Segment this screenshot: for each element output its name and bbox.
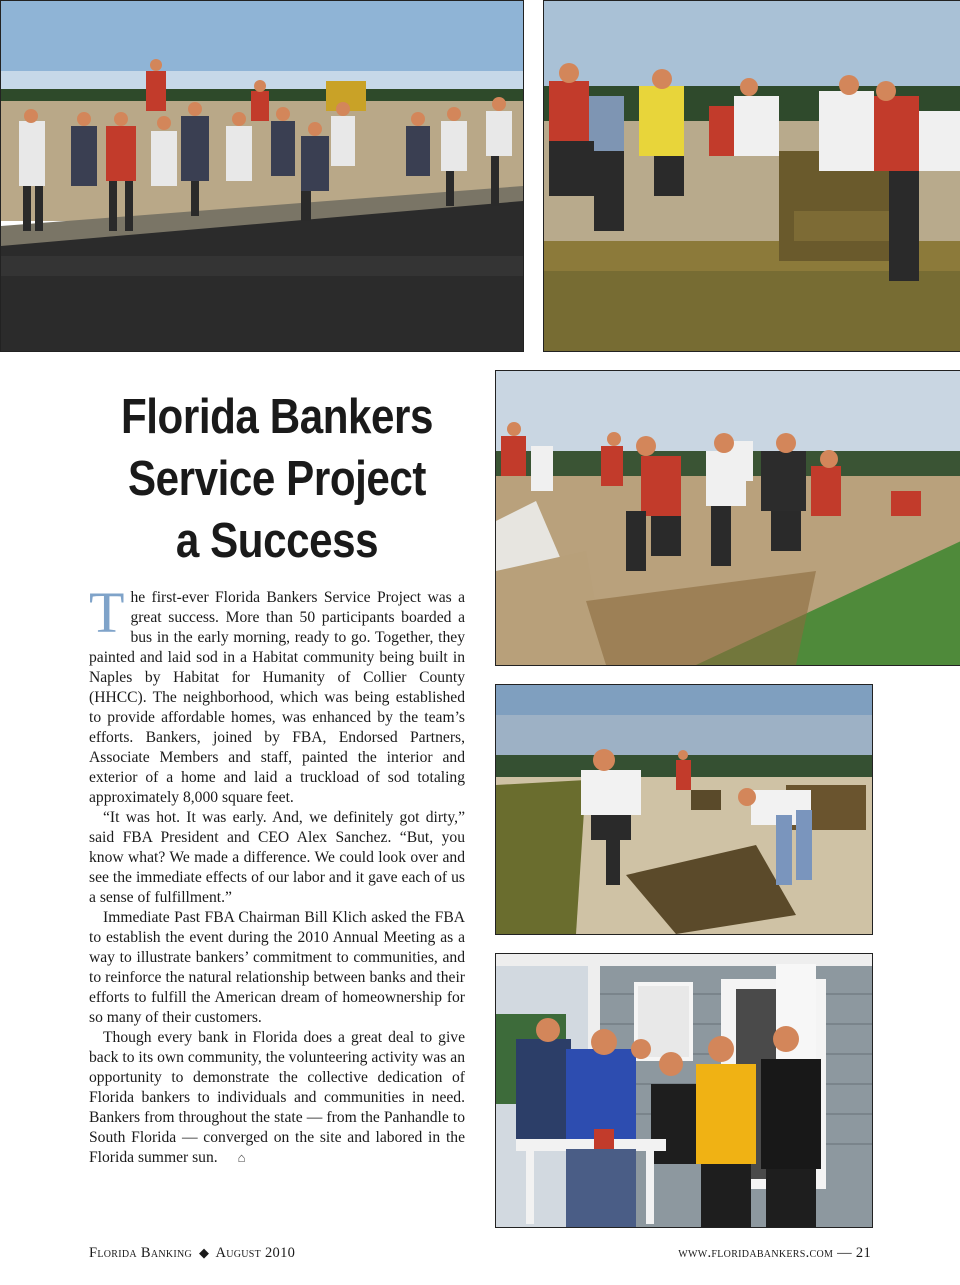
headline-line-3: a Success xyxy=(175,514,379,568)
turf-removal-photo xyxy=(495,370,960,666)
page-number: — 21 xyxy=(837,1245,871,1261)
diamond-separator-icon: ◆ xyxy=(199,1245,210,1260)
article-body xyxy=(89,580,465,1168)
paragraph-1-text: he first-ever Florida Bankers Service Project was a great success. More than 50 participants boarded a bus in the early morning, ready to go. Together, they painted and laid sod in a Habitat community being built in Naples by Habitat for Humanity of Collier County (HHCC). The neighborhood, which was being established to provide affordable homes, was enhanced by the team’s efforts. Bankers, joined by FBA, Endorsed Partners, Associate Members and staff, painted the interior and exterior of a home and laid a truckload of sod totaling approximately 8,000 square feet. xyxy=(89,589,465,806)
article-paragraph-1 xyxy=(89,580,465,808)
sod-laying-photo xyxy=(543,0,960,352)
headline-line-2: Service Project xyxy=(127,452,427,506)
headline-line-1: Florida Bankers xyxy=(120,390,434,444)
article-paragraph-3: Immediate Past FBA Chairman Bill Klich asked the FBA to establish the event during the 2010 Annual Meeting as a way to illustrate bankers’ commitment to communities, and to reinforce the natural relationship between banks and their efforts to fulfill the American dream of homeownership for so many of their customers. xyxy=(89,909,465,1026)
issue-date: August 2010 xyxy=(215,1245,296,1261)
website-url: www.floridabankers.com xyxy=(678,1245,834,1261)
article-headline xyxy=(90,386,463,572)
footer-publication xyxy=(89,1245,295,1262)
drop-cap: T xyxy=(89,580,125,645)
paragraph-4-text: Though every bank in Florida does a great deal to give back to its own community, the volunteering activity was an opportunity to demonstrate the collective dedication of Florida bankers to individuals and communities in need. Bankers from throughout the state — from the Panhandle to South Florida — converged on the site and labored in the Florida summer sun. xyxy=(89,1029,465,1166)
article-paragraph-4 xyxy=(89,1028,465,1168)
sod-placement-photo xyxy=(495,684,873,935)
publication-name: Florida Banking xyxy=(89,1245,193,1261)
group-photo xyxy=(0,0,524,352)
house-end-mark-icon: ⌂ xyxy=(237,1150,246,1165)
painting-crew-photo xyxy=(495,953,873,1228)
article-paragraph-2: “It was hot. It was early. And, we definitely got dirty,” said FBA President and CEO Alex Sanchez. “But, you know what? We made a difference. We could look over and see the immediate effects of our labor and it gave each of us a sense of fulfillment.” xyxy=(89,809,465,906)
footer-website xyxy=(678,1245,871,1262)
